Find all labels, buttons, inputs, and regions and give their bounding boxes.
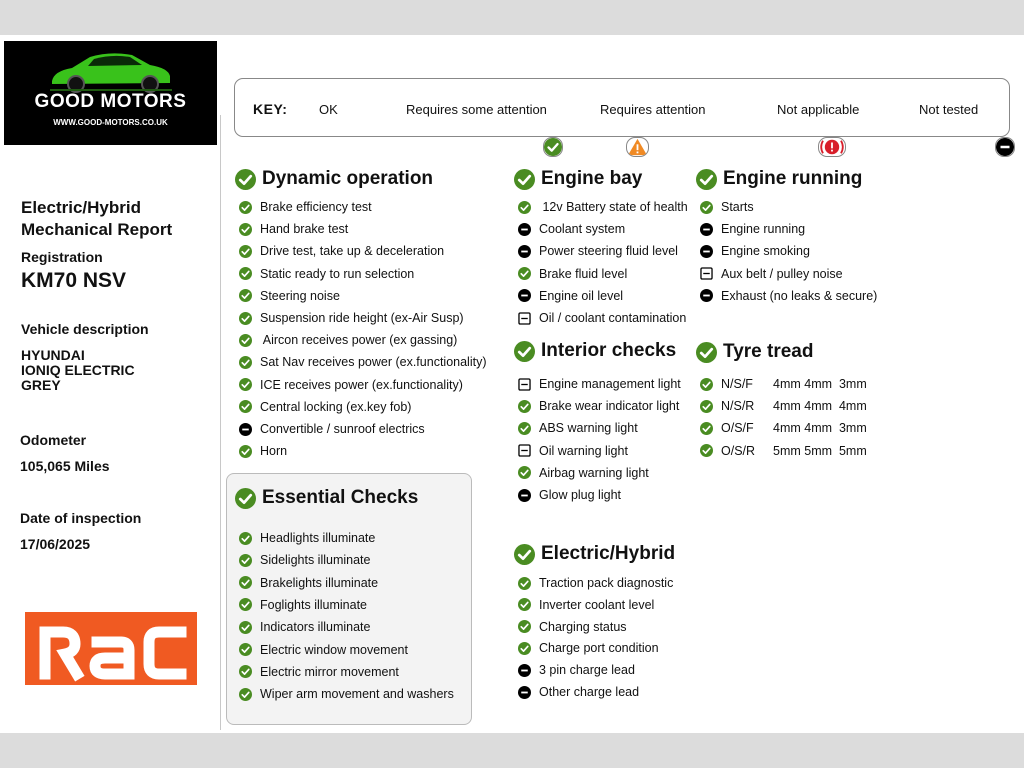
- check-icon: [518, 620, 531, 633]
- check-item-label: Central locking (ex.key fob): [260, 399, 412, 414]
- check-item: [518, 421, 638, 435]
- check-item-label: Hand brake test: [260, 222, 349, 237]
- check-item: [700, 222, 805, 236]
- check-item: [239, 311, 464, 325]
- check-item-label: Sat Nav receives power (ex.functionality): [260, 355, 487, 370]
- check-item: [700, 289, 877, 303]
- check-icon: [518, 577, 531, 590]
- check-item: [239, 289, 340, 303]
- check-item: [700, 399, 754, 413]
- good-motors-logo: [4, 41, 217, 145]
- key-attention-label: Requires attention: [600, 102, 706, 117]
- report-sheet: [0, 35, 1024, 733]
- check-item-label: Headlights illuminate: [260, 531, 376, 545]
- not-tested-icon: [700, 267, 713, 280]
- check-item: [239, 267, 414, 281]
- check-item: [518, 267, 627, 281]
- check-item: [518, 488, 621, 502]
- check-item-label: ICE receives power (ex.functionality): [260, 377, 463, 392]
- check-item-label: Glow plug light: [539, 488, 621, 502]
- check-item: [518, 200, 688, 214]
- key-attention: [584, 94, 706, 117]
- check-icon: [514, 169, 535, 190]
- na-icon: [700, 289, 713, 302]
- key-not-tested: [907, 94, 978, 117]
- check-item-label: O/S/R: [721, 443, 756, 458]
- check-item: [518, 311, 686, 325]
- tyre-tread-depths: 4mm 4mm 4mm: [773, 399, 867, 414]
- rac-logo: [25, 612, 197, 685]
- check-item-label: 3 pin charge lead: [539, 663, 635, 678]
- vehicle-colour: GREY: [21, 377, 61, 393]
- check-item: [239, 400, 411, 414]
- section-title: Electric/Hybrid: [541, 543, 676, 564]
- key-some-attention: [392, 94, 547, 117]
- check-item-label: Suspension ride height (ex-Air Susp): [260, 311, 464, 325]
- check-item: [239, 222, 348, 236]
- check-item-label: Oil / coolant contamination: [539, 311, 687, 325]
- divider: [220, 115, 221, 730]
- check-icon: [239, 378, 252, 391]
- check-icon: [696, 169, 717, 190]
- na-icon: [518, 223, 531, 236]
- check-icon: [239, 554, 252, 567]
- check-item-label: Foglights illuminate: [260, 597, 367, 612]
- section-heading-tyre: [696, 341, 813, 363]
- section-heading-engine-bay: [514, 168, 642, 190]
- check-item: [700, 244, 810, 258]
- check-item-label: Wiper arm movement and washers: [260, 687, 454, 702]
- section-heading-essential: [235, 487, 418, 509]
- check-icon: [239, 334, 252, 347]
- check-icon: [239, 223, 252, 236]
- check-icon: [239, 665, 252, 678]
- inspection-date-label: Date of inspection: [20, 510, 142, 526]
- na-icon: [518, 664, 531, 677]
- check-item-label: O/S/F: [721, 421, 754, 436]
- check-item: [700, 267, 843, 281]
- key-not-applicable: [761, 94, 859, 117]
- check-icon: [239, 312, 252, 325]
- check-item-label: Charge port condition: [539, 641, 659, 656]
- check-item-label: 12v Battery state of health: [539, 200, 688, 214]
- check-item-label: Traction pack diagnostic: [539, 576, 674, 590]
- na-icon: [995, 137, 1015, 157]
- not-tested-icon: [518, 312, 531, 325]
- check-icon: [696, 342, 717, 363]
- check-item: [700, 200, 754, 214]
- check-item: [700, 377, 753, 391]
- check-item-label: Drive test, take up & deceleration: [260, 244, 445, 259]
- check-item: [239, 553, 370, 567]
- key-not-applicable-label: Not applicable: [777, 102, 860, 117]
- check-icon: [239, 445, 252, 458]
- section-title: Essential Checks: [262, 487, 419, 508]
- check-icon: [518, 422, 531, 435]
- tyre-tread-depths: 4mm 4mm 3mm: [773, 377, 867, 391]
- check-item: [239, 531, 375, 545]
- car-icon: [42, 43, 178, 95]
- check-item-label: Engine management light: [539, 377, 681, 391]
- check-item-label: Aircon receives power (ex gassing): [260, 333, 458, 348]
- section-title: Tyre tread: [723, 341, 814, 362]
- section-heading-interior: [514, 340, 676, 362]
- check-item-label: Other charge lead: [539, 685, 640, 699]
- check-item: [518, 466, 649, 480]
- check-item-label: Brakelights illuminate: [260, 575, 379, 590]
- check-item-label: Aux belt / pulley noise: [721, 266, 843, 281]
- inspection-date-value: 17/06/2025: [20, 536, 91, 552]
- report-title-line2: Mechanical Report: [21, 220, 173, 239]
- key-not-tested-label: Not tested: [919, 102, 979, 117]
- check-icon: [700, 201, 713, 214]
- check-item: [518, 244, 678, 258]
- check-item-label: Indicators illuminate: [260, 620, 371, 635]
- check-icon: [543, 137, 563, 157]
- check-item-label: Horn: [260, 444, 288, 459]
- check-item: [239, 576, 378, 590]
- check-item: [239, 422, 425, 436]
- check-item-label: Steering noise: [260, 288, 340, 303]
- check-item: [239, 333, 457, 347]
- check-item-label: Engine oil level: [539, 288, 624, 303]
- odometer-value: 105,065 Miles: [20, 458, 110, 474]
- check-item-label: Electric window movement: [260, 642, 408, 657]
- check-item: [700, 444, 755, 458]
- check-item: [518, 641, 659, 655]
- check-item-label: Starts: [721, 200, 754, 214]
- check-icon: [518, 400, 531, 413]
- na-icon: [518, 489, 531, 502]
- check-icon: [700, 444, 713, 457]
- not-tested-icon: [518, 378, 531, 391]
- check-item-label: Engine smoking: [721, 244, 810, 259]
- check-icon: [239, 400, 252, 413]
- check-icon: [518, 466, 531, 479]
- check-item-label: N/S/R: [721, 399, 755, 414]
- check-icon: [239, 576, 252, 589]
- check-icon: [700, 378, 713, 391]
- check-item: [518, 598, 654, 612]
- check-item: [239, 665, 399, 679]
- key-ok: [309, 94, 338, 117]
- na-icon: [518, 245, 531, 258]
- check-item: [239, 598, 367, 612]
- check-item-label: Coolant system: [539, 222, 626, 237]
- check-item: [239, 643, 408, 657]
- check-icon: [239, 532, 252, 545]
- check-item: [239, 444, 287, 458]
- tyre-tread-depths: 5mm 5mm 5mm: [773, 443, 867, 458]
- check-item: [239, 355, 486, 369]
- check-item-label: Engine running: [721, 222, 806, 237]
- na-icon: [518, 289, 531, 302]
- check-item: [518, 222, 625, 236]
- vehicle-make: HYUNDAI: [21, 347, 85, 363]
- check-icon: [239, 643, 252, 656]
- brand-name: GOOD MOTORS: [34, 91, 187, 112]
- check-item-label: N/S/F: [721, 377, 753, 391]
- alert-icon: [818, 137, 846, 157]
- check-icon: [518, 598, 531, 611]
- odometer-label: Odometer: [20, 432, 87, 448]
- check-item: [239, 378, 463, 392]
- check-item: [518, 576, 673, 590]
- warning-icon: [626, 137, 649, 157]
- check-icon: [239, 688, 252, 701]
- section-heading-dynamic: [235, 168, 433, 190]
- na-icon: [700, 223, 713, 236]
- check-icon: [235, 169, 256, 190]
- report-title-line1: Electric/Hybrid: [21, 198, 141, 217]
- na-icon: [239, 423, 252, 436]
- check-item: [239, 687, 454, 701]
- check-item: [239, 200, 372, 214]
- check-item-label: Charging status: [539, 619, 627, 634]
- section-heading-electric: [514, 543, 675, 565]
- check-icon: [239, 621, 252, 634]
- check-item-label: Electric mirror movement: [260, 664, 399, 679]
- check-item-label: Oil warning light: [539, 443, 628, 458]
- na-icon: [518, 686, 531, 699]
- check-item-label: ABS warning light: [539, 421, 638, 436]
- key-label: KEY:: [253, 101, 288, 117]
- na-icon: [700, 245, 713, 258]
- section-title: Interior checks: [541, 340, 677, 361]
- check-icon: [235, 488, 256, 509]
- check-item: [518, 399, 679, 413]
- check-item-label: Brake efficiency test: [260, 200, 372, 214]
- check-icon: [239, 245, 252, 258]
- check-item: [518, 685, 639, 699]
- check-item: [518, 289, 623, 303]
- tyre-tread-depths: 4mm 4mm 3mm: [773, 421, 867, 436]
- check-item: [700, 421, 754, 435]
- status-key: [234, 78, 1010, 137]
- brand-url: WWW.GOOD-MOTORS.CO.UK: [53, 118, 168, 127]
- check-icon: [239, 356, 252, 369]
- check-icon: [239, 267, 252, 280]
- not-tested-icon: [518, 444, 531, 457]
- key-ok-label: OK: [319, 102, 338, 117]
- check-icon: [700, 422, 713, 435]
- check-item: [518, 663, 635, 677]
- check-icon: [514, 341, 535, 362]
- vehicle-model: IONIQ ELECTRIC: [21, 362, 135, 378]
- check-item-label: Brake wear indicator light: [539, 399, 680, 414]
- check-item-label: Inverter coolant level: [539, 597, 655, 612]
- registration-value: KM70 NSV: [21, 269, 127, 292]
- check-item: [518, 444, 628, 458]
- check-item: [518, 620, 627, 634]
- section-heading-engine-running: [696, 168, 862, 190]
- check-icon: [239, 598, 252, 611]
- section-title: Engine running: [723, 168, 863, 189]
- check-item-label: Sidelights illuminate: [260, 553, 371, 568]
- check-item-label: Power steering fluid level: [539, 244, 678, 259]
- check-icon: [239, 289, 252, 302]
- check-item-label: Brake fluid level: [539, 266, 628, 281]
- vehicle-description-label: Vehicle description: [21, 321, 149, 337]
- key-some-attention-label: Requires some attention: [406, 102, 547, 117]
- check-icon: [518, 642, 531, 655]
- section-title: Engine bay: [541, 168, 643, 189]
- check-item: [239, 620, 370, 634]
- check-icon: [518, 201, 531, 214]
- check-item: [518, 377, 681, 391]
- check-icon: [239, 201, 252, 214]
- check-item-label: Airbag warning light: [539, 465, 649, 480]
- check-item-label: Exhaust (no leaks & secure): [721, 288, 878, 303]
- check-item-label: Convertible / sunroof electrics: [260, 422, 425, 436]
- registration-label: Registration: [21, 249, 103, 265]
- check-icon: [700, 400, 713, 413]
- check-icon: [518, 267, 531, 280]
- check-item-label: Static ready to run selection: [260, 266, 415, 281]
- check-item: [239, 244, 444, 258]
- section-title: Dynamic operation: [262, 168, 434, 189]
- check-icon: [514, 544, 535, 565]
